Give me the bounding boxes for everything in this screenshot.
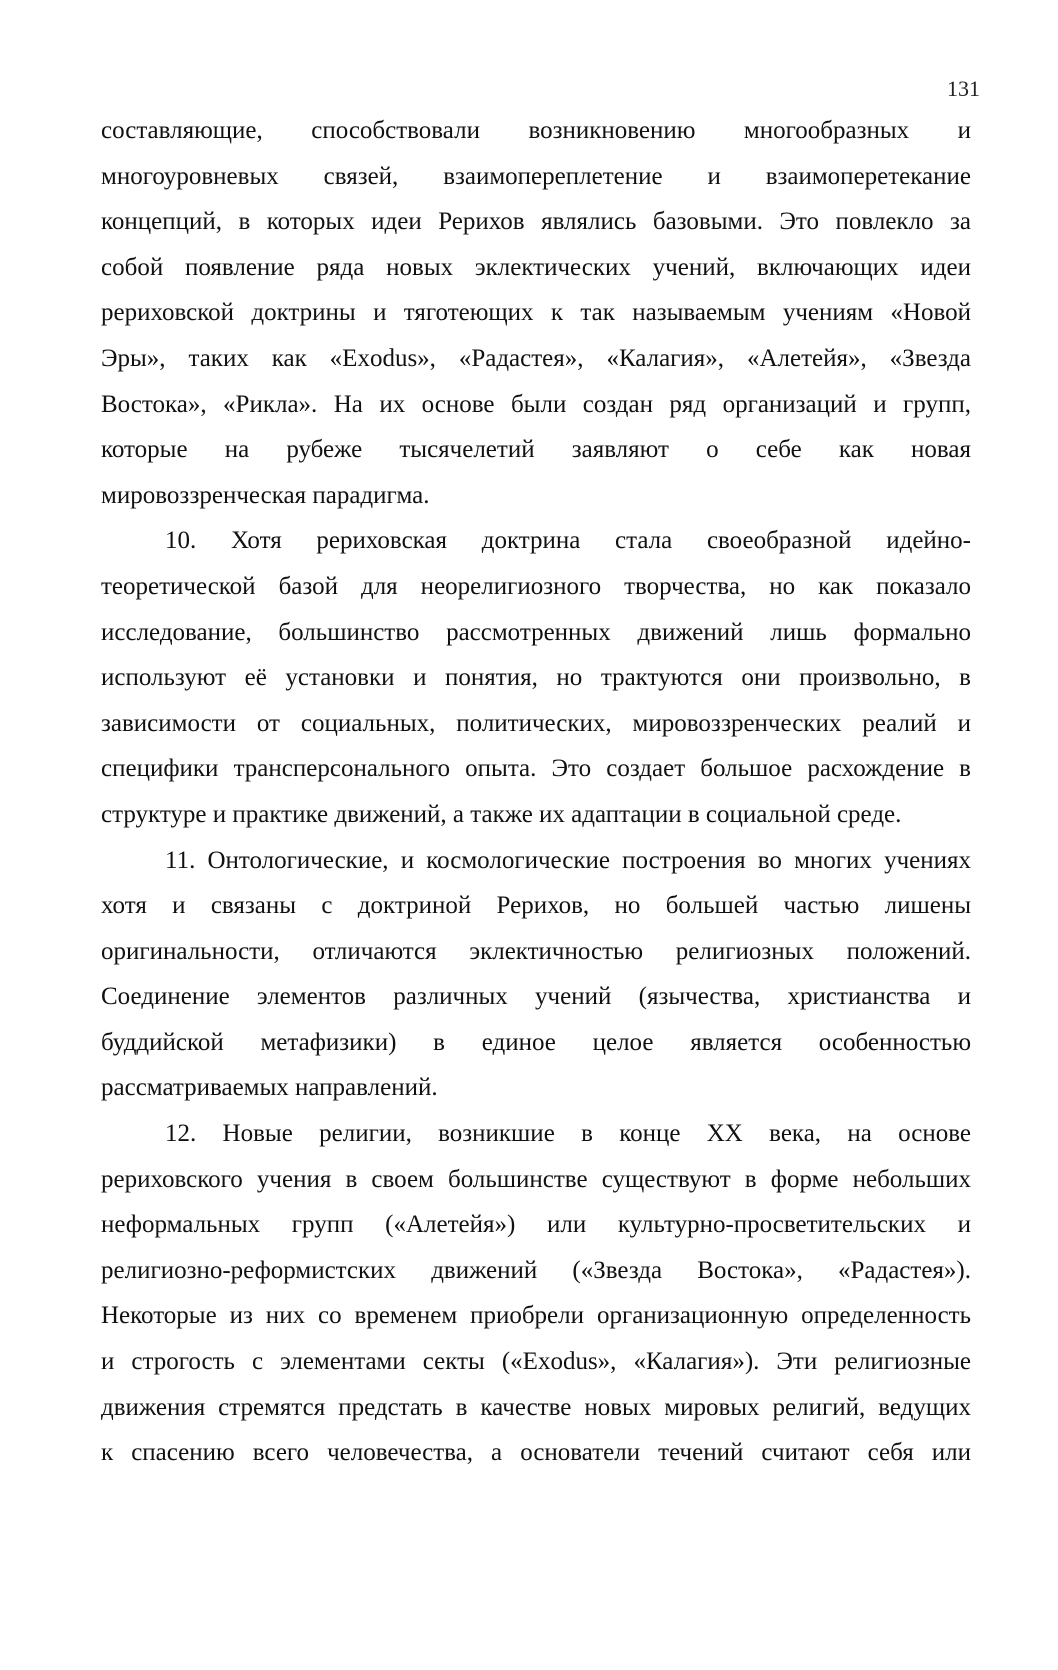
text-line: мировоззренческая парадигма. bbox=[101, 481, 430, 509]
text-line: Эры», таких как «Exodus», «Радастея», «Калагия», «Алетейя», «Звезда bbox=[101, 344, 971, 372]
text-line: Соединение элементов различных учений (язычества, христианства и bbox=[101, 983, 971, 1011]
text-line: собой появление ряда новых эклектических учений, включающих идеи bbox=[101, 253, 971, 281]
page-number: 131 bbox=[947, 76, 980, 101]
document-body bbox=[101, 108, 971, 1476]
text-line: 12. Новые религии, возникшие в конце XX века, на основе bbox=[165, 1120, 971, 1148]
text-line: специфики трансперсонального опыта. Это создает большое расхождение в bbox=[101, 755, 971, 783]
text-line: структуре и практике движений, а также их адаптации в социальной среде. bbox=[101, 800, 902, 828]
text-line: религиозно-реформистских движений («Звезда Востока», «Радастея»). bbox=[101, 1256, 971, 1284]
paragraph-12 bbox=[101, 1111, 971, 1476]
text-line: 11. Онтологические, и космологические построения во многих учениях bbox=[165, 846, 971, 874]
text-line: составляющие, способствовали возникновению многообразных и bbox=[101, 117, 971, 144]
text-line: используют её установки и понятия, но трактуются они произвольно, в bbox=[101, 664, 971, 692]
text-line: хотя и связаны с доктриной Рерихов, но большей частью лишены bbox=[101, 892, 971, 920]
text-line: зависимости от социальных, политических, мировоззренческих реалий и bbox=[101, 709, 971, 737]
text-line: к спасению всего человечества, а основатели течений считают себя или bbox=[101, 1439, 971, 1467]
text-line: буддийской метафизики) в единое целое является особенностью bbox=[101, 1028, 971, 1056]
paragraph-continuation bbox=[101, 108, 971, 518]
text-line: многоуровневых связей, взаимопереплетение и взаимоперетекание bbox=[101, 162, 971, 190]
text-line: неформальных групп («Алетейя») или культурно-просветительских и bbox=[101, 1211, 971, 1239]
text-line: исследование, большинство рассмотренных движений лишь формально bbox=[101, 618, 971, 646]
paragraph-11 bbox=[101, 838, 971, 1112]
paragraph-10 bbox=[101, 518, 971, 837]
text-line: Востока», «Рикла». На их основе были создан ряд организаций и групп, bbox=[101, 390, 971, 418]
text-line: рассматриваемых направлений. bbox=[101, 1074, 438, 1102]
text-line: оригинальности, отличаются эклектичностью религиозных положений. bbox=[101, 937, 971, 965]
text-line: движения стремятся предстать в качестве новых мировых религий, ведущих bbox=[101, 1393, 971, 1421]
text-line: рериховского учения в своем большинстве существуют в форме небольших bbox=[101, 1165, 971, 1193]
text-line: концепций, в которых идеи Рерихов являлись базовыми. Это повлекло за bbox=[101, 208, 971, 236]
text-line: 10. Хотя рериховская доктрина стала своеобразной идейно- bbox=[165, 527, 971, 555]
text-line: которые на рубеже тысячелетий заявляют о себе как новая bbox=[101, 436, 971, 464]
text-line: и строгость с элементами секты («Exodus», «Калагия»). Эти религиозные bbox=[101, 1348, 971, 1376]
text-line: Некоторые из них со временем приобрели организационную определенность bbox=[101, 1302, 971, 1330]
text-line: теоретической базой для неорелигиозного творчества, но как показало bbox=[101, 572, 971, 600]
text-line: рериховской доктрины и тяготеющих к так называемым учениям «Новой bbox=[101, 299, 971, 327]
